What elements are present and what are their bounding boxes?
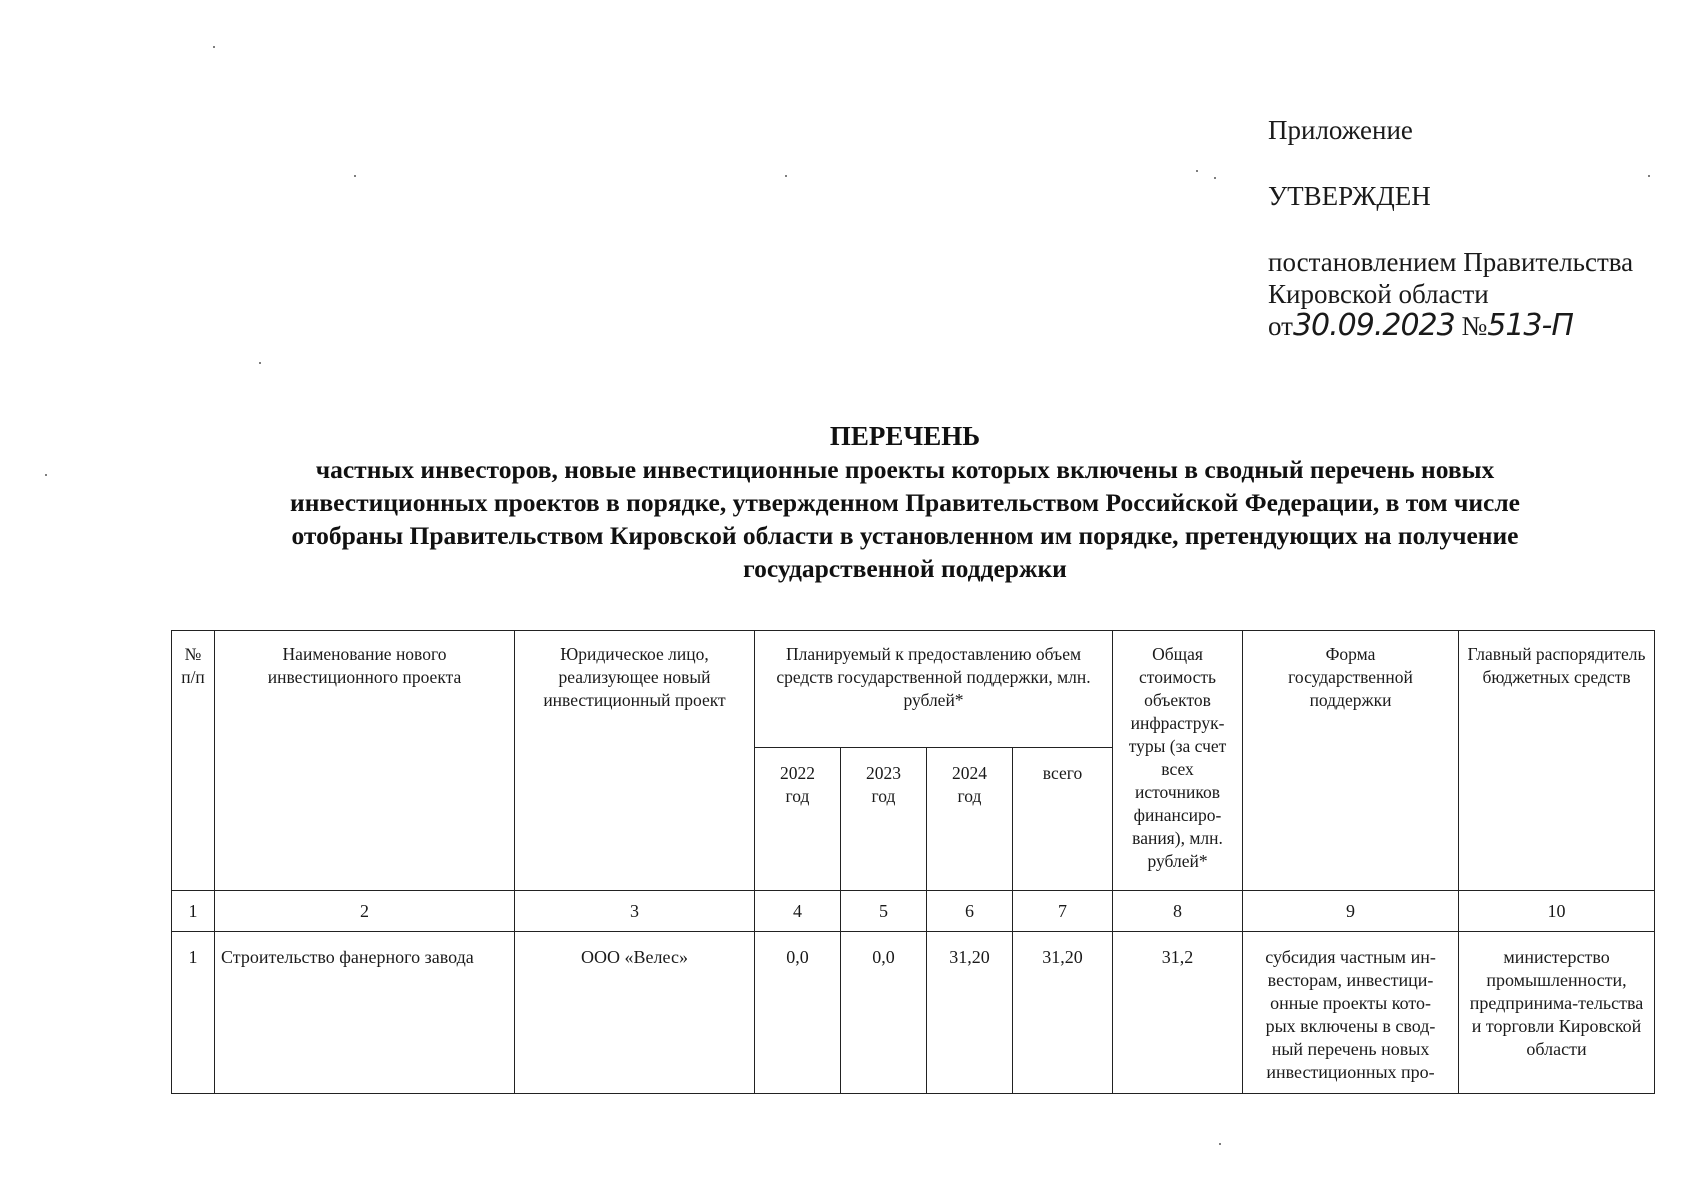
row-project-name: Строительство фанерного завода	[215, 932, 515, 1094]
header-infra-cost: Общая стоимость объектов инфраструк-туры (за счет всех источников финансиро-вания), млн. рублей*	[1113, 631, 1243, 891]
column-number: 8	[1113, 891, 1243, 932]
date-prefix: от	[1268, 311, 1293, 341]
column-number: 7	[1013, 891, 1113, 932]
header-total: всего	[1013, 748, 1113, 891]
row-value-2023: 0,0	[841, 932, 927, 1094]
scan-speck	[1219, 1143, 1221, 1145]
handwritten-number: 513-П	[1487, 308, 1573, 343]
scan-speck	[1214, 177, 1216, 179]
approved-label: УТВЕРЖДЕН	[1268, 181, 1431, 211]
column-number: 5	[841, 891, 927, 932]
column-number: 1	[172, 891, 215, 932]
document-title	[195, 420, 1615, 585]
header-year-2022-text: 2022 год	[780, 763, 815, 806]
title-line-3: отобраны Правительством Кировской области в установленном им порядке, претендующих на получение	[291, 521, 1519, 550]
scan-speck	[1648, 175, 1650, 177]
header-year-2024	[927, 748, 1013, 891]
header-num: № п/п	[172, 631, 215, 891]
column-number: 4	[755, 891, 841, 932]
resolution-line-2: Кировской области	[1268, 279, 1489, 309]
column-number: 6	[927, 891, 1013, 932]
header-year-2022	[755, 748, 841, 891]
row-value-2022: 0,0	[755, 932, 841, 1094]
header-year-2023-text: 2023 год	[866, 763, 901, 806]
number-prefix: №	[1461, 311, 1488, 341]
header-support-form-text: Форма государственной поддержки	[1288, 644, 1413, 710]
column-number: 2	[215, 891, 515, 932]
header-project-name	[215, 631, 515, 891]
handwritten-date: 30.09.2023	[1292, 308, 1455, 343]
column-number-row	[172, 891, 1655, 932]
title-line-4: государственной поддержки	[743, 554, 1067, 583]
header-budget-manager: Главный распорядитель бюджетных средств	[1459, 631, 1655, 891]
row-legal-entity: ООО «Велес»	[515, 932, 755, 1094]
header-year-2023	[841, 748, 927, 891]
header-planned-support: Планируемый к предоставлению объем средств государственной поддержки, млн. рублей*	[755, 631, 1113, 748]
resolution-date-line	[1268, 310, 1633, 342]
scan-speck	[1196, 170, 1198, 172]
investors-table	[171, 630, 1655, 1094]
appendix-label: Приложение	[1268, 115, 1413, 145]
row-support-form-text: субсидия частным ин-весторам, инвестици-онные проекты кото-рых включены в свод-ный перечень новых инвестиционных про-	[1265, 947, 1436, 1082]
title-heading: ПЕРЕЧЕНЬ	[829, 421, 981, 451]
scan-speck	[354, 175, 356, 177]
approval-block	[1268, 114, 1633, 342]
header-project-name-text: Наименование нового инвестиционного проекта	[267, 644, 462, 687]
column-number: 3	[515, 891, 755, 932]
header-support-form	[1243, 631, 1459, 891]
row-budget-manager: министерство промышленности, предпринима-тельства и торговли Кировской области	[1459, 932, 1655, 1094]
row-value-2024: 31,20	[927, 932, 1013, 1094]
column-number: 10	[1459, 891, 1655, 932]
row-value-total: 31,20	[1013, 932, 1113, 1094]
row-infra-cost: 31,2	[1113, 932, 1243, 1094]
title-line-1: частных инвесторов, новые инвестиционные проекты которых включены в сводный перечень новых	[315, 455, 1495, 484]
scan-speck	[785, 175, 787, 177]
row-support-form	[1243, 932, 1459, 1094]
resolution-line-1: постановлением Правительства	[1268, 247, 1634, 277]
scan-speck	[45, 474, 47, 476]
row-num: 1	[172, 932, 215, 1094]
header-legal-entity: Юридическое лицо, реализующее новый инвестиционный проект	[515, 631, 755, 891]
scan-speck	[213, 46, 215, 48]
table-row	[172, 932, 1655, 1094]
column-number: 9	[1243, 891, 1459, 932]
header-row-top	[172, 631, 1655, 748]
title-line-2: инвестиционных проектов в порядке, утвержденном Правительством Российской Федерации, в том числе	[290, 488, 1520, 517]
header-year-2024-text: 2024 год	[952, 763, 987, 806]
scan-speck	[259, 362, 261, 364]
